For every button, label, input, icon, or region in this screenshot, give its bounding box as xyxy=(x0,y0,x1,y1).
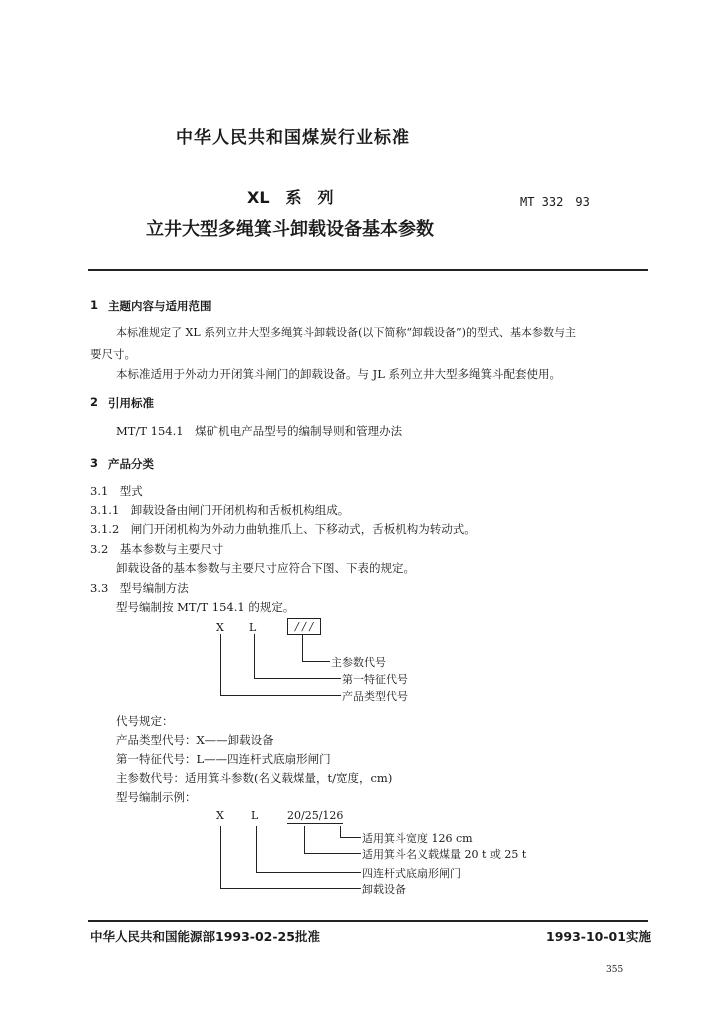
diagram-2-label-gate: 四连杆式底扇形闸门 xyxy=(362,867,461,880)
section-1-heading: 主题内容与适用范围 xyxy=(108,299,212,313)
referenced-standard: MT/T 154.1 煤矿机电产品型号的编制导则和管理办法 xyxy=(116,424,403,438)
page-number: 355 xyxy=(606,965,624,975)
clause-3-3-text: 型号编制按 MT/T 154.1 的规定。 xyxy=(116,600,295,614)
header-rule xyxy=(88,269,648,271)
industry-standard-heading: 中华人民共和国煤炭行业标准 xyxy=(176,128,410,148)
standard-number: MT 332 93 xyxy=(520,195,590,209)
section-2-number: 2 xyxy=(90,395,99,409)
diagram-2-label-capacity: 适用箕斗名义载煤量 20 t 或 25 t xyxy=(362,848,527,861)
section-2-heading: 引用标准 xyxy=(108,396,154,410)
clause-3-2: 3.2 基本参数与主要尺寸 xyxy=(90,542,224,556)
code-rules-title: 代号规定： xyxy=(116,714,174,728)
implementation-date: 1993-10-01实施 xyxy=(546,929,651,944)
diagram-1-label-first-feature: 第一特征代号 xyxy=(342,673,408,686)
footer-rule xyxy=(88,920,648,922)
section-3-heading: 产品分类 xyxy=(108,457,154,471)
diagram-2-code-value: 20/25/126 xyxy=(287,809,344,822)
code-rules-line-2: 第一特征代号：L——四连杆式底扇形闸门 xyxy=(116,752,331,766)
clause-3-1-2: 3.1.2 闸门开闭机构为外动力曲轨推爪上、下移动式，舌板机构为转动式。 xyxy=(90,522,476,536)
diagram-2-label-unloader: 卸载设备 xyxy=(362,883,406,896)
diagram-2-code-x: X xyxy=(216,809,224,822)
section-1-paragraph-1-line-1: 本标准规定了 XL 系列立井大型多绳箕斗卸载设备(以下简称“卸载设备”)的型式、基本参数与主 xyxy=(116,326,576,339)
approval-line: 中华人民共和国能源部1993-02-25批准 xyxy=(90,929,320,944)
section-3-number: 3 xyxy=(90,456,99,470)
document-title: 立井大型多绳箕斗卸载设备基本参数 xyxy=(146,219,434,240)
diagram-1-label-main-param: 主参数代号 xyxy=(331,656,386,669)
section-1-paragraph-2: 本标准适用于外动力开闭箕斗闸门的卸载设备。与 JL 系列立井大型多绳箕斗配套使用。 xyxy=(116,367,562,381)
diagram-2-label-width: 适用箕斗宽度 126 cm xyxy=(362,832,473,845)
diagram-1-label-product-type: 产品类型代号 xyxy=(342,690,408,703)
diagram-2-code-l: L xyxy=(251,809,259,822)
series-title: XL 系 列 xyxy=(247,188,334,207)
section-1-paragraph-1-line-2: 要尺寸。 xyxy=(90,347,136,361)
code-rules-line-3: 主参数代号：适用箕斗参数(名义载煤量，t/宽度，cm) xyxy=(116,771,393,785)
clause-3-1: 3.1 型式 xyxy=(90,484,143,498)
diagram-2-wire-unloader xyxy=(220,826,361,889)
diagram-1-param-box: / / / xyxy=(287,618,321,635)
code-rules-line-1: 产品类型代号：X——卸载设备 xyxy=(116,733,274,747)
diagram-1-code-l: L xyxy=(249,621,257,634)
diagram-1-code-x: X xyxy=(216,621,224,634)
section-1-number: 1 xyxy=(90,298,99,312)
clause-3-1-1: 3.1.1 卸载设备由闸门开闭机构和舌板机构组成。 xyxy=(90,503,350,517)
code-rules-line-4: 型号编制示例： xyxy=(116,790,197,804)
clause-3-2-text: 卸载设备的基本参数与主要尺寸应符合下图、下表的规定。 xyxy=(116,561,415,575)
clause-3-3: 3.3 型号编制方法 xyxy=(90,581,189,595)
diagram-1-wire-product-type xyxy=(220,634,341,696)
